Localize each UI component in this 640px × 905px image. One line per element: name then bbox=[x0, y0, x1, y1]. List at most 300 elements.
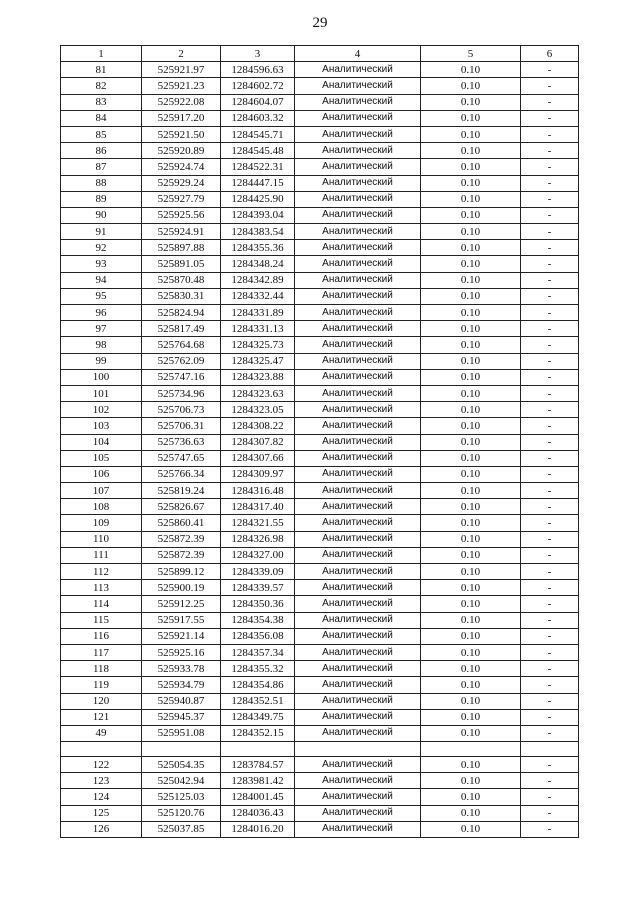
table-row bbox=[61, 725, 579, 741]
table-cell: 525927.79 bbox=[142, 191, 221, 207]
table-cell: - bbox=[521, 402, 579, 418]
table-cell: 0.10 bbox=[421, 110, 521, 126]
table-cell: - bbox=[521, 693, 579, 709]
table-cell: 525037.85 bbox=[142, 821, 221, 837]
table-cell: 110 bbox=[61, 531, 142, 547]
table-cell: 525042.94 bbox=[142, 773, 221, 789]
table-cell: 1284001.45 bbox=[221, 789, 295, 805]
table-cell: Аналитический bbox=[295, 757, 421, 773]
table-cell: 1284323.88 bbox=[221, 369, 295, 385]
table-cell: 89 bbox=[61, 191, 142, 207]
table-cell: - bbox=[521, 596, 579, 612]
table-cell: Аналитический bbox=[295, 709, 421, 725]
table-cell: Аналитический bbox=[295, 402, 421, 418]
table-cell: 1284596.63 bbox=[221, 62, 295, 78]
table-cell: 525929.24 bbox=[142, 175, 221, 191]
table-cell: 525706.31 bbox=[142, 418, 221, 434]
table-row bbox=[61, 418, 579, 434]
coordinates-table bbox=[60, 45, 579, 838]
table-row bbox=[61, 288, 579, 304]
table-row bbox=[61, 773, 579, 789]
table-cell: Аналитический bbox=[295, 353, 421, 369]
table-cell: 0.10 bbox=[421, 402, 521, 418]
table-row bbox=[61, 547, 579, 563]
table-cell bbox=[61, 742, 142, 757]
table-cell: Аналитический bbox=[295, 805, 421, 821]
table-cell: 0.10 bbox=[421, 564, 521, 580]
table-cell: 0.10 bbox=[421, 612, 521, 628]
table-cell: Аналитический bbox=[295, 94, 421, 110]
table-row bbox=[61, 580, 579, 596]
table-cell bbox=[421, 742, 521, 757]
table-cell: 1284332.44 bbox=[221, 288, 295, 304]
column-header: 4 bbox=[295, 46, 421, 62]
table-cell: 1284393.04 bbox=[221, 207, 295, 223]
table-row bbox=[61, 159, 579, 175]
table-row bbox=[61, 175, 579, 191]
table-cell: - bbox=[521, 94, 579, 110]
table-cell: - bbox=[521, 240, 579, 256]
table-cell: 0.10 bbox=[421, 126, 521, 142]
table-cell: Аналитический bbox=[295, 628, 421, 644]
table-cell: 94 bbox=[61, 272, 142, 288]
table-cell: - bbox=[521, 821, 579, 837]
table-cell: Аналитический bbox=[295, 418, 421, 434]
table-cell: Аналитический bbox=[295, 78, 421, 94]
table-cell: Аналитический bbox=[295, 159, 421, 175]
table-cell: 1283981.42 bbox=[221, 773, 295, 789]
table-cell: - bbox=[521, 126, 579, 142]
table-cell: 0.10 bbox=[421, 288, 521, 304]
table-cell: 1284323.05 bbox=[221, 402, 295, 418]
table-cell: 1284036.43 bbox=[221, 805, 295, 821]
table-cell: 81 bbox=[61, 62, 142, 78]
table-cell: - bbox=[521, 677, 579, 693]
table-cell: Аналитический bbox=[295, 580, 421, 596]
table-row bbox=[61, 369, 579, 385]
table-cell: 525817.49 bbox=[142, 321, 221, 337]
table-row bbox=[61, 612, 579, 628]
table-cell: 0.10 bbox=[421, 240, 521, 256]
table-cell: 1284603.32 bbox=[221, 110, 295, 126]
table-cell: 116 bbox=[61, 628, 142, 644]
table-cell: 525747.16 bbox=[142, 369, 221, 385]
table-cell: 525912.25 bbox=[142, 596, 221, 612]
table-row bbox=[61, 499, 579, 515]
table-cell: 1284325.47 bbox=[221, 353, 295, 369]
table-cell: - bbox=[521, 515, 579, 531]
table-cell: - bbox=[521, 628, 579, 644]
table-row bbox=[61, 94, 579, 110]
table-cell: 1284545.48 bbox=[221, 143, 295, 159]
table-cell: Аналитический bbox=[295, 547, 421, 563]
table-cell: 0.10 bbox=[421, 693, 521, 709]
table-cell: Аналитический bbox=[295, 450, 421, 466]
table-cell: 525951.08 bbox=[142, 725, 221, 741]
table-row bbox=[61, 385, 579, 401]
table-cell: - bbox=[521, 466, 579, 482]
table-cell: 122 bbox=[61, 757, 142, 773]
table-cell: - bbox=[521, 110, 579, 126]
table-cell: 0.10 bbox=[421, 661, 521, 677]
table-row bbox=[61, 126, 579, 142]
table-cell: 86 bbox=[61, 143, 142, 159]
table-cell: 108 bbox=[61, 499, 142, 515]
table-row bbox=[61, 515, 579, 531]
table-cell: - bbox=[521, 805, 579, 821]
table-cell: 0.10 bbox=[421, 805, 521, 821]
table-cell: - bbox=[521, 337, 579, 353]
table-cell: - bbox=[521, 256, 579, 272]
table-cell bbox=[221, 742, 295, 757]
table-cell: Аналитический bbox=[295, 288, 421, 304]
column-header: 5 bbox=[421, 46, 521, 62]
table-row bbox=[61, 240, 579, 256]
table-cell: 525766.34 bbox=[142, 466, 221, 482]
table-row bbox=[61, 466, 579, 482]
table-row bbox=[61, 564, 579, 580]
table-cell: 95 bbox=[61, 288, 142, 304]
table-cell: 525917.20 bbox=[142, 110, 221, 126]
column-header: 6 bbox=[521, 46, 579, 62]
table-cell: 0.10 bbox=[421, 385, 521, 401]
table-cell: 0.10 bbox=[421, 789, 521, 805]
table-cell: 1284545.71 bbox=[221, 126, 295, 142]
table-cell: - bbox=[521, 612, 579, 628]
table-cell: Аналитический bbox=[295, 385, 421, 401]
table-cell: 0.10 bbox=[421, 256, 521, 272]
table-cell: 0.10 bbox=[421, 709, 521, 725]
table-cell: 1284349.75 bbox=[221, 709, 295, 725]
table-row bbox=[61, 693, 579, 709]
table-cell: 1284348.24 bbox=[221, 256, 295, 272]
table-cell: 525872.39 bbox=[142, 547, 221, 563]
table-row bbox=[61, 305, 579, 321]
table-row bbox=[61, 805, 579, 821]
table-cell: 0.10 bbox=[421, 677, 521, 693]
table-cell: 0.10 bbox=[421, 499, 521, 515]
table-cell: 0.10 bbox=[421, 773, 521, 789]
table-row bbox=[61, 757, 579, 773]
table-cell: 1284350.36 bbox=[221, 596, 295, 612]
table-cell: 0.10 bbox=[421, 628, 521, 644]
table-cell: 0.10 bbox=[421, 466, 521, 482]
table-cell: 0.10 bbox=[421, 337, 521, 353]
table-cell: 0.10 bbox=[421, 272, 521, 288]
table-cell: 104 bbox=[61, 434, 142, 450]
table-row bbox=[61, 742, 579, 757]
table-cell: Аналитический bbox=[295, 564, 421, 580]
table-cell: Аналитический bbox=[295, 207, 421, 223]
table-cell: 1284447.15 bbox=[221, 175, 295, 191]
table-cell: 1284317.40 bbox=[221, 499, 295, 515]
table-cell: 1284604.07 bbox=[221, 94, 295, 110]
table-cell: 525924.91 bbox=[142, 224, 221, 240]
table-cell: 1284355.32 bbox=[221, 661, 295, 677]
table-cell: - bbox=[521, 547, 579, 563]
table-cell: 1284602.72 bbox=[221, 78, 295, 94]
table-cell: - bbox=[521, 191, 579, 207]
table-cell: 1284307.66 bbox=[221, 450, 295, 466]
table-cell: 0.10 bbox=[421, 547, 521, 563]
table-cell: 0.10 bbox=[421, 224, 521, 240]
table-row bbox=[61, 272, 579, 288]
table-cell: 119 bbox=[61, 677, 142, 693]
table-cell: 83 bbox=[61, 94, 142, 110]
table-row bbox=[61, 143, 579, 159]
table-cell: Аналитический bbox=[295, 644, 421, 660]
table-cell: 1284352.51 bbox=[221, 693, 295, 709]
table-cell: 1284016.20 bbox=[221, 821, 295, 837]
table-cell: Аналитический bbox=[295, 240, 421, 256]
table-row bbox=[61, 434, 579, 450]
table-cell: Аналитический bbox=[295, 272, 421, 288]
table-cell: 98 bbox=[61, 337, 142, 353]
table-row bbox=[61, 337, 579, 353]
table-row bbox=[61, 483, 579, 499]
table-cell: Аналитический bbox=[295, 191, 421, 207]
table-cell: Аналитический bbox=[295, 596, 421, 612]
table-cell: - bbox=[521, 321, 579, 337]
table-cell: 101 bbox=[61, 385, 142, 401]
table-cell: 92 bbox=[61, 240, 142, 256]
table-cell: 82 bbox=[61, 78, 142, 94]
table-cell: 0.10 bbox=[421, 725, 521, 741]
table-cell: 117 bbox=[61, 644, 142, 660]
table-cell: 1284321.55 bbox=[221, 515, 295, 531]
table-cell: 525736.63 bbox=[142, 434, 221, 450]
table-cell: 1284325.73 bbox=[221, 337, 295, 353]
table-cell: 121 bbox=[61, 709, 142, 725]
table-cell: Аналитический bbox=[295, 434, 421, 450]
table-row bbox=[61, 62, 579, 78]
table-row bbox=[61, 644, 579, 660]
table-cell: 87 bbox=[61, 159, 142, 175]
table-cell: - bbox=[521, 78, 579, 94]
table-cell: Аналитический bbox=[295, 677, 421, 693]
table-cell bbox=[142, 742, 221, 757]
table-row bbox=[61, 531, 579, 547]
table-cell: 0.10 bbox=[421, 175, 521, 191]
table-header-row bbox=[61, 46, 579, 62]
table-cell: 124 bbox=[61, 789, 142, 805]
table-cell: 115 bbox=[61, 612, 142, 628]
table-cell: Аналитический bbox=[295, 612, 421, 628]
table-cell: 525897.88 bbox=[142, 240, 221, 256]
table-cell: 1284309.97 bbox=[221, 466, 295, 482]
table-cell: 525125.03 bbox=[142, 789, 221, 805]
table-cell: Аналитический bbox=[295, 661, 421, 677]
table-cell: 525924.74 bbox=[142, 159, 221, 175]
table-cell: 1284354.38 bbox=[221, 612, 295, 628]
table-cell: 525054.35 bbox=[142, 757, 221, 773]
table-cell: 0.10 bbox=[421, 418, 521, 434]
table-cell: - bbox=[521, 789, 579, 805]
table-body bbox=[61, 62, 579, 838]
table-cell: 1284342.89 bbox=[221, 272, 295, 288]
table-cell: 0.10 bbox=[421, 434, 521, 450]
table-cell: Аналитический bbox=[295, 256, 421, 272]
table-cell: 525921.97 bbox=[142, 62, 221, 78]
table-cell: 525925.56 bbox=[142, 207, 221, 223]
table-cell: 91 bbox=[61, 224, 142, 240]
table-cell: 1284339.09 bbox=[221, 564, 295, 580]
table-cell: Аналитический bbox=[295, 725, 421, 741]
table-cell: 0.10 bbox=[421, 94, 521, 110]
table-cell: Аналитический bbox=[295, 321, 421, 337]
table-cell: Аналитический bbox=[295, 110, 421, 126]
table-cell: 0.10 bbox=[421, 207, 521, 223]
table-cell: 109 bbox=[61, 515, 142, 531]
column-header: 1 bbox=[61, 46, 142, 62]
table-cell: 105 bbox=[61, 450, 142, 466]
table-row bbox=[61, 321, 579, 337]
table-cell: 525921.14 bbox=[142, 628, 221, 644]
table-cell: Аналитический bbox=[295, 175, 421, 191]
table-cell: 525891.05 bbox=[142, 256, 221, 272]
table-cell: 99 bbox=[61, 353, 142, 369]
table-cell: Аналитический bbox=[295, 515, 421, 531]
table-cell: 0.10 bbox=[421, 305, 521, 321]
table-cell: 103 bbox=[61, 418, 142, 434]
table-row bbox=[61, 450, 579, 466]
table-cell: 97 bbox=[61, 321, 142, 337]
table-cell: - bbox=[521, 725, 579, 741]
table-cell: - bbox=[521, 531, 579, 547]
table-cell: 525900.19 bbox=[142, 580, 221, 596]
table-cell: Аналитический bbox=[295, 483, 421, 499]
table-cell: - bbox=[521, 353, 579, 369]
table-cell: 525940.87 bbox=[142, 693, 221, 709]
table-cell: - bbox=[521, 207, 579, 223]
table-cell: 0.10 bbox=[421, 531, 521, 547]
table-cell: - bbox=[521, 773, 579, 789]
table-cell: 88 bbox=[61, 175, 142, 191]
table-cell: - bbox=[521, 175, 579, 191]
table-row bbox=[61, 677, 579, 693]
table-cell: - bbox=[521, 385, 579, 401]
table-cell: 525120.76 bbox=[142, 805, 221, 821]
page-number: 29 bbox=[312, 15, 328, 31]
table-cell: Аналитический bbox=[295, 337, 421, 353]
table-row bbox=[61, 402, 579, 418]
table-cell: 525830.31 bbox=[142, 288, 221, 304]
table-cell: 525870.48 bbox=[142, 272, 221, 288]
table-row bbox=[61, 78, 579, 94]
table-cell: 118 bbox=[61, 661, 142, 677]
table-cell: Аналитический bbox=[295, 305, 421, 321]
table-cell: 0.10 bbox=[421, 483, 521, 499]
table-cell: 0.10 bbox=[421, 596, 521, 612]
table-cell: 525826.67 bbox=[142, 499, 221, 515]
table-cell: - bbox=[521, 305, 579, 321]
table-cell: 525706.73 bbox=[142, 402, 221, 418]
table-cell: - bbox=[521, 580, 579, 596]
table-cell: 525917.55 bbox=[142, 612, 221, 628]
table-cell: 1284307.82 bbox=[221, 434, 295, 450]
table-cell: 1283784.57 bbox=[221, 757, 295, 773]
table-row bbox=[61, 256, 579, 272]
table-cell: 90 bbox=[61, 207, 142, 223]
table-cell: 107 bbox=[61, 483, 142, 499]
table-cell: 525747.65 bbox=[142, 450, 221, 466]
table-cell: 112 bbox=[61, 564, 142, 580]
table-cell: - bbox=[521, 143, 579, 159]
table-cell: 114 bbox=[61, 596, 142, 612]
table-cell: - bbox=[521, 483, 579, 499]
table-cell: 525899.12 bbox=[142, 564, 221, 580]
table-cell: 525920.89 bbox=[142, 143, 221, 159]
table-cell: 0.10 bbox=[421, 62, 521, 78]
table-cell: 1284383.54 bbox=[221, 224, 295, 240]
table-cell: 123 bbox=[61, 773, 142, 789]
table-cell: Аналитический bbox=[295, 693, 421, 709]
table-cell: 0.10 bbox=[421, 515, 521, 531]
table-cell: - bbox=[521, 564, 579, 580]
table-cell: 0.10 bbox=[421, 353, 521, 369]
table-cell: 525921.50 bbox=[142, 126, 221, 142]
table-cell: - bbox=[521, 288, 579, 304]
table-row bbox=[61, 110, 579, 126]
table-cell: 1284354.86 bbox=[221, 677, 295, 693]
table-cell: 525934.79 bbox=[142, 677, 221, 693]
table-cell: 1284522.31 bbox=[221, 159, 295, 175]
table-row bbox=[61, 191, 579, 207]
table-row bbox=[61, 353, 579, 369]
table-cell: 113 bbox=[61, 580, 142, 596]
table-cell: 0.10 bbox=[421, 369, 521, 385]
table-cell: 0.10 bbox=[421, 580, 521, 596]
table-cell: 1284357.34 bbox=[221, 644, 295, 660]
table-cell: 126 bbox=[61, 821, 142, 837]
table-cell: Аналитический bbox=[295, 773, 421, 789]
table-cell: 525734.96 bbox=[142, 385, 221, 401]
table-cell: 525922.08 bbox=[142, 94, 221, 110]
table-cell: - bbox=[521, 62, 579, 78]
table-cell: 0.10 bbox=[421, 644, 521, 660]
table-row bbox=[61, 821, 579, 837]
table-cell: 525762.09 bbox=[142, 353, 221, 369]
table-cell: 1284323.63 bbox=[221, 385, 295, 401]
table-cell: Аналитический bbox=[295, 62, 421, 78]
table-cell: - bbox=[521, 450, 579, 466]
table-cell: - bbox=[521, 272, 579, 288]
table-cell: 525925.16 bbox=[142, 644, 221, 660]
table-cell: Аналитический bbox=[295, 143, 421, 159]
table-cell: 1284355.36 bbox=[221, 240, 295, 256]
table-cell: 0.10 bbox=[421, 821, 521, 837]
table-cell: - bbox=[521, 661, 579, 677]
table-row bbox=[61, 709, 579, 725]
table-cell: 525764.68 bbox=[142, 337, 221, 353]
table-cell: 0.10 bbox=[421, 191, 521, 207]
table-cell: 93 bbox=[61, 256, 142, 272]
table-cell: 1284308.22 bbox=[221, 418, 295, 434]
table-cell: Аналитический bbox=[295, 466, 421, 482]
table-cell: 120 bbox=[61, 693, 142, 709]
table-cell: 525945.37 bbox=[142, 709, 221, 725]
table-cell: 1284316.48 bbox=[221, 483, 295, 499]
table-cell: - bbox=[521, 369, 579, 385]
table-cell: 1284352.15 bbox=[221, 725, 295, 741]
table-cell: 1284331.89 bbox=[221, 305, 295, 321]
table-cell: 106 bbox=[61, 466, 142, 482]
column-header: 3 bbox=[221, 46, 295, 62]
table-cell: 0.10 bbox=[421, 757, 521, 773]
table-cell: - bbox=[521, 644, 579, 660]
table-cell: 1284356.08 bbox=[221, 628, 295, 644]
table-cell: 525860.41 bbox=[142, 515, 221, 531]
